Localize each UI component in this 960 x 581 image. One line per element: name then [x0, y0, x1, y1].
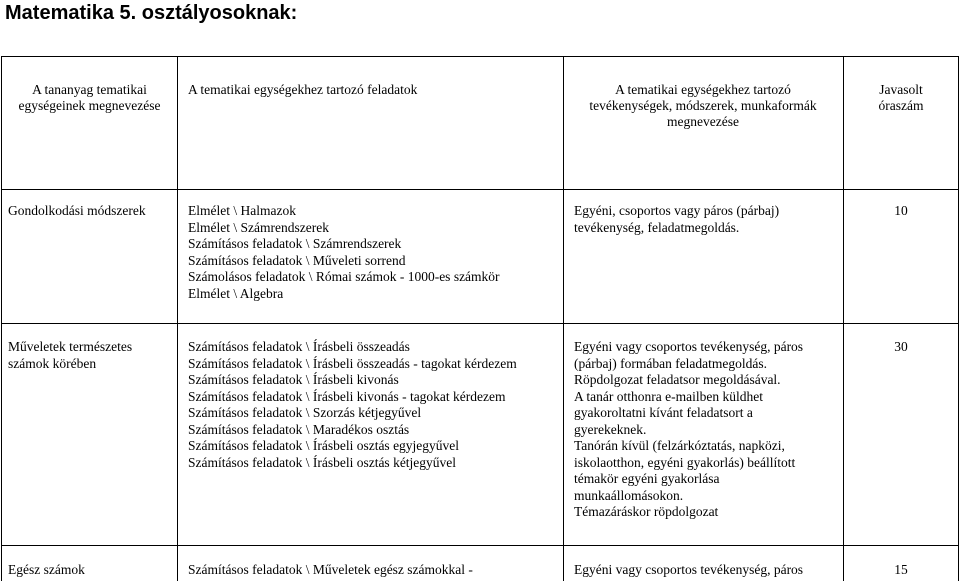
header-hours: Javasolt óraszám	[878, 82, 924, 113]
table-border-left	[1, 56, 2, 581]
row-3-hours: 15	[894, 562, 908, 577]
row-3-tasks: Számításos feladatok \ Műveletek egész számokkal -	[188, 562, 473, 577]
header-unit: A tananyag tematikai egységeinek megnevezése	[18, 82, 161, 113]
row-2-unit: Műveletek természetes számok körében	[8, 339, 133, 371]
row-1-hours: 10	[894, 203, 908, 218]
table-border-right	[958, 56, 959, 581]
row-1-activities: Egyéni, csoportos vagy páros (párbaj) tevékenység, feladatmegoldás.	[574, 203, 780, 235]
column-divider-1	[177, 56, 178, 581]
row-2-tasks: Számításos feladatok \ Írásbeli összeadás Számításos feladatok \ Írásbeli összeadás - tagokat kérdezem Számításos feladatok \ Írásbeli kivonás Számításos feladatok \ Írásbeli kivonás - tagokat kérdezem Számításos feladatok \ Szorzás kétjegyűvel Számításos feladatok \ Maradékos osztás Számításos feladatok \ Írásbeli osztás egyjegyűvel Számításos feladatok \ Írásbeli osztás kétjegyűvel	[188, 339, 517, 470]
column-divider-3	[843, 56, 844, 581]
row-1-unit: Gondolkodási módszerek	[8, 203, 146, 218]
row-1-tasks: Elmélet \ Halmazok Elmélet \ Számrendszerek Számításos feladatok \ Számrendszerek Számításos feladatok \ Műveleti sorrend Számolásos feladatok \ Római számok - 1000-es számkör Elmélet \ Algebra	[188, 203, 500, 301]
row-2-activities: Egyéni vagy csoportos tevékenység, páros (párbaj) formában feladatmegoldás. Röpdolgozat feladatsor megoldásával. A tanár otthonra e-mailben küldhet gyakoroltatni kívánt feladatsort a gyerekeknek. Tanórán kívül (felzárkóztatás, napközi, iskolaotthon, egyéni gyakorlás) beállított témakör egyéni gyakorlása munkaállomásokon. Témazáráskor röpdolgozat	[574, 339, 804, 519]
row-divider-header	[1, 189, 959, 190]
table-border-top	[1, 56, 959, 57]
row-3-unit: Egész számok	[8, 562, 85, 577]
column-divider-2	[563, 56, 564, 581]
page-title: Matematika 5. osztályosoknak:	[5, 2, 298, 24]
row-2-hours: 30	[894, 339, 908, 354]
header-tasks: A tematikai egységekhez tartozó feladatok	[188, 82, 418, 97]
row-divider-1	[1, 323, 959, 324]
header-activities: A tematikai egységekhez tartozó tevékenységek, módszerek, munkaformák megnevezése	[589, 82, 817, 129]
row-3-activities: Egyéni vagy csoportos tevékenység, páros	[574, 562, 804, 577]
row-divider-2	[1, 545, 959, 546]
